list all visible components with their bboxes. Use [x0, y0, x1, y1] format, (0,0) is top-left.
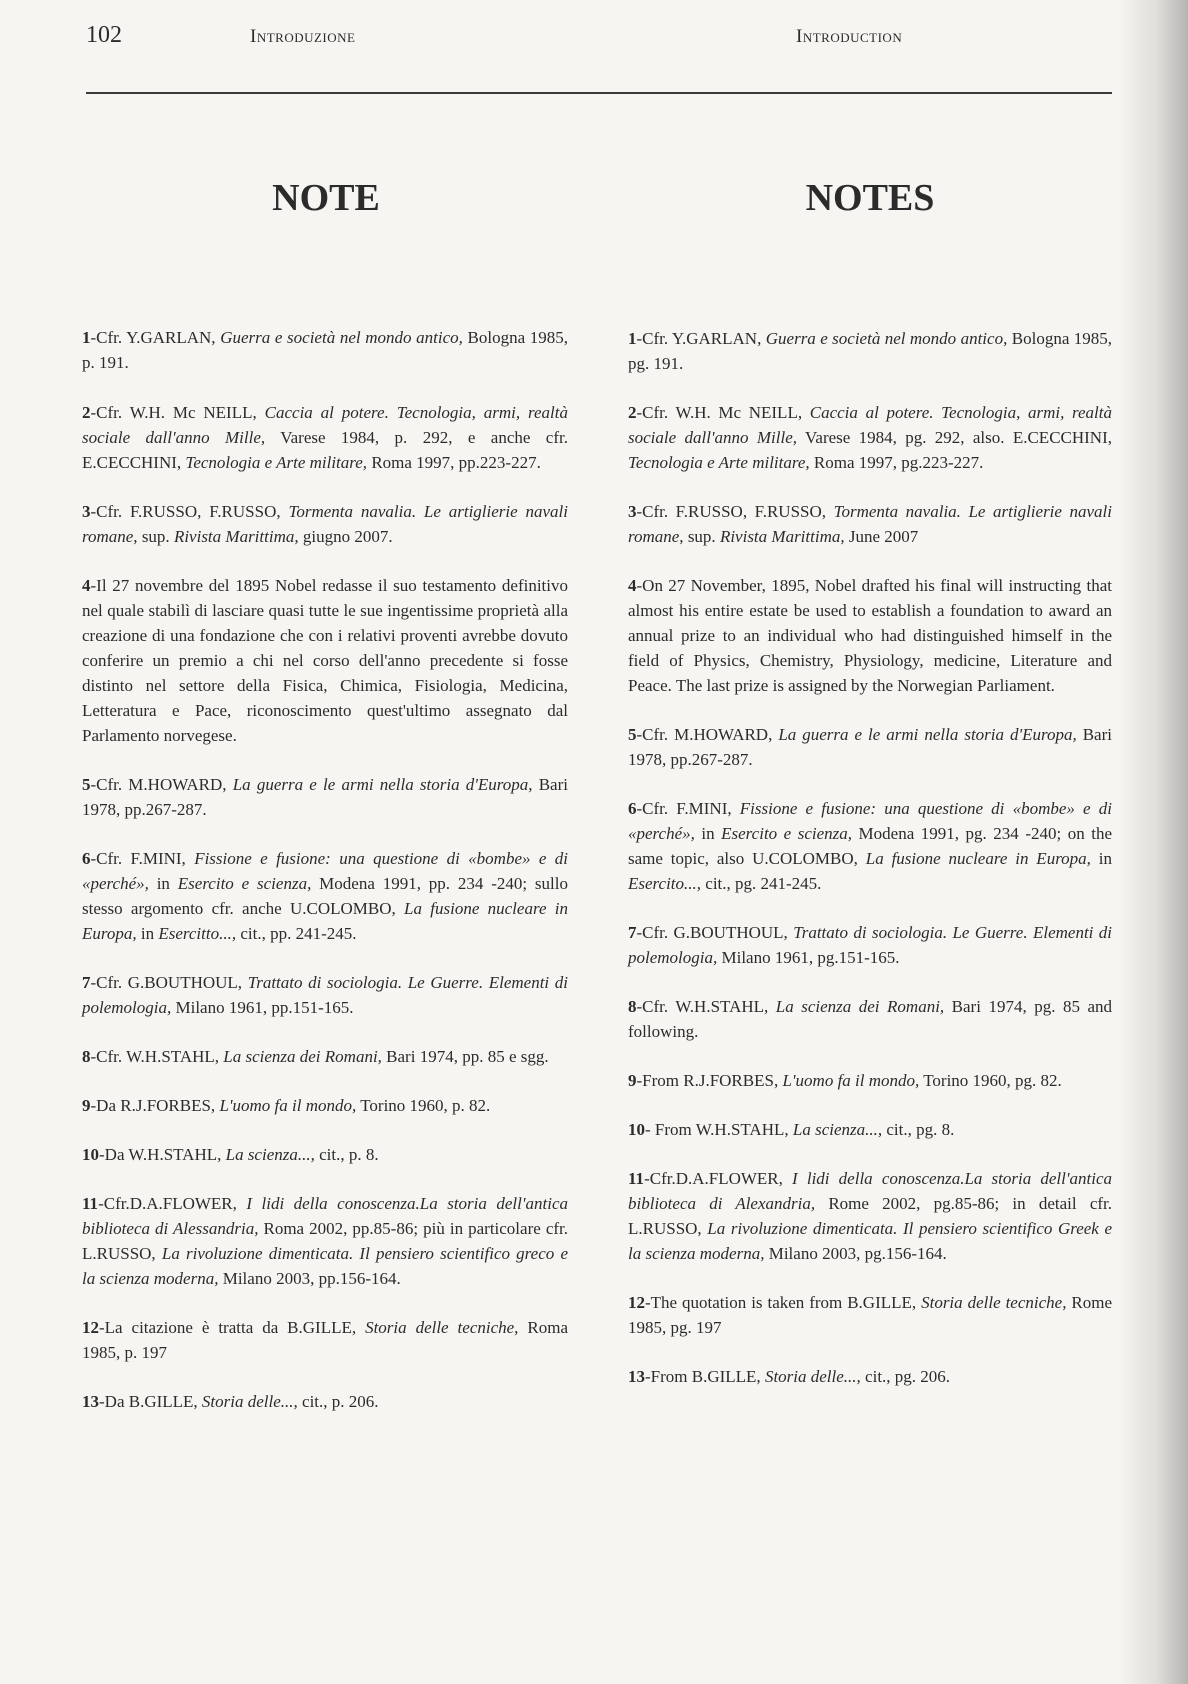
- footnote-8: [628, 994, 1112, 1044]
- footnote-number: 11: [628, 1169, 645, 1188]
- footnote-number: 3: [628, 502, 637, 521]
- running-title-left: Introduzione: [250, 26, 356, 47]
- footnote-number: 10: [628, 1120, 645, 1139]
- footnote-11: [628, 1166, 1112, 1266]
- footnote-number: 8: [628, 997, 637, 1016]
- footnote-number: 4: [628, 576, 637, 595]
- footnote-text: -Da R.J.FORBES, L'uomo fa il mondo, Torino 1960, p. 82.: [90, 1096, 491, 1115]
- footnote-1: [628, 326, 1112, 376]
- footnote-text: -The quotation is taken from B.GILLE, Storia delle tecniche, Rome 1985, pg. 197: [628, 1293, 1113, 1337]
- footnote-number: 9: [628, 1071, 637, 1090]
- footnote-number: 7: [82, 973, 91, 992]
- header-rule: [86, 92, 1112, 94]
- footnote-text: -Cfr. M.HOWARD, La guerra e le armi nella storia d'Europa, Bari 1978, pp.267-287.: [628, 725, 1112, 769]
- footnote-4: [628, 573, 1112, 698]
- footnote-5: [82, 772, 568, 822]
- footnote-text: -Cfr. Y.GARLAN, Guerra e società nel mondo antico, Bologna 1985, p. 191.: [82, 328, 569, 372]
- footnote-number: 7: [628, 923, 637, 942]
- section-title-left: NOTE: [272, 177, 380, 219]
- footnote-2: [82, 400, 568, 475]
- footnote-3: [82, 499, 568, 549]
- footnote-7: [628, 920, 1112, 970]
- footnote-text: -On 27 November, 1895, Nobel drafted his final will instructing that almost his entire estate be used to establish a foundation to award an annual prize to an individual who had distinguished himself in the field of Physics, Chemistry, Physiology, medicine, Literature and Peace. The last prize is assigned by the Norwegian Parliament.: [628, 576, 1112, 695]
- footnote-number: 9: [82, 1096, 91, 1115]
- footnote-number: 11: [82, 1194, 99, 1213]
- page-header: [0, 18, 1188, 58]
- footnote-text: -Cfr. Y.GARLAN, Guerra e società nel mondo antico, Bologna 1985, pg. 191.: [628, 329, 1113, 373]
- footnote-number: 1: [628, 329, 637, 348]
- footnote-4: [82, 573, 568, 748]
- footnote-text: -Il 27 novembre del 1895 Nobel redasse il suo testamento definitivo nel quale stabilì di lasciare quasi tutte le sue ingentissime proprietà alla creazione di una fondazione che con i relativi proventi avrebbe dovuto conferire un premio a chi nel corso dell'anno precedente si fosse distinto nel settore della Fisica, Chimica, Fisiologia, Medicina, Letteratura e Pace, riconoscimento quest'ultimo assegnato dal Parlamento norvegese.: [82, 576, 568, 745]
- footnote-9: [82, 1093, 568, 1118]
- footnote-number: 12: [628, 1293, 645, 1312]
- footnote-number: 5: [628, 725, 637, 744]
- footnote-9: [628, 1068, 1112, 1093]
- footnote-1: [82, 325, 568, 375]
- footnote-number: 12: [82, 1318, 99, 1337]
- footnote-text: -Cfr. W.H.STAHL, La scienza dei Romani, Bari 1974, pg. 85 and following.: [628, 997, 1112, 1041]
- footnote-text: -Da B.GILLE, Storia delle..., cit., p. 206.: [99, 1392, 379, 1411]
- footnote-text: -Cfr. G.BOUTHOUL, Trattato di sociologia. Le Guerre. Elementi di polemologia, Milano 1961, pp.151-165.: [82, 973, 568, 1017]
- footnote-3: [628, 499, 1112, 549]
- running-title-right: Introduction: [796, 26, 903, 47]
- footnote-8: [82, 1044, 568, 1069]
- footnote-10: [82, 1142, 568, 1167]
- footnote-text: -Cfr. W.H. Mc NEILL, Caccia al potere. Tecnologia, armi, realtà sociale dall'anno Mille, Varese 1984, p. 292, e anche cfr. E.CECCHINI, Tecnologia e Arte militare, Roma 1997, pp.223-227.: [82, 403, 569, 472]
- notes-column-english: [628, 326, 1112, 1389]
- footnote-text: -Cfr.D.A.FLOWER, I lidi della conoscenza.La storia dell'antica biblioteca di Alexandria, Rome 2002, pg.85-86; in detail cfr. L.RUSSO, La rivoluzione dimenticata. Il pensiero scientifico Greek e la scienza moderna, Milano 2003, pg.156-164.: [628, 1169, 1113, 1263]
- footnote-number: 6: [628, 799, 637, 818]
- footnote-11: [82, 1191, 568, 1291]
- footnote-number: 8: [82, 1047, 91, 1066]
- footnote-text: -Cfr. W.H. Mc NEILL, Caccia al potere. Tecnologia, armi, realtà sociale dall'anno Mille, Varese 1984, pg. 292, also. E.CECCHINI, Tecnologia e Arte militare, Roma 1997, pg.223-227.: [628, 403, 1113, 472]
- footnote-5: [628, 722, 1112, 772]
- footnote-text: -Cfr. F.RUSSO, F.RUSSO, Tormenta navalia. Le artiglierie navali romane, sup. Rivista Marittima, giugno 2007.: [82, 502, 568, 546]
- footnote-text: -Cfr. G.BOUTHOUL, Trattato di sociologia. Le Guerre. Elementi di polemologia, Milano 1961, pg.151-165.: [628, 923, 1112, 967]
- footnote-12: [628, 1290, 1112, 1340]
- footnote-number: 6: [82, 849, 91, 868]
- footnote-text: -Cfr. F.RUSSO, F.RUSSO, Tormenta navalia. Le artiglierie navali romane, sup. Rivista Marittima, June 2007: [628, 502, 1112, 546]
- footnote-text: -Cfr. W.H.STAHL, La scienza dei Romani, Bari 1974, pp. 85 e sgg.: [90, 1047, 549, 1066]
- section-title-right: NOTES: [805, 177, 935, 219]
- footnote-6: [628, 796, 1112, 896]
- footnote-number: 10: [82, 1145, 99, 1164]
- footnote-text: -Cfr. F.MINI, Fissione e fusione: una questione di «bombe» e di «perché», in Esercito e scienza, Modena 1991, pg. 234 -240; on the same topic, also U.COLOMBO, La fusione nucleare in Europa, in Esercito..., cit., pg. 241-245.: [628, 799, 1113, 893]
- footnote-13: [628, 1364, 1112, 1389]
- notes-column-italian: [82, 325, 568, 1414]
- footnote-number: 3: [82, 502, 91, 521]
- footnote-text: -From B.GILLE, Storia delle..., cit., pg. 206.: [645, 1367, 951, 1386]
- footnote-text: -Cfr.D.A.FLOWER, I lidi della conoscenza.La storia dell'antica biblioteca di Alessandria, Roma 2002, pp.85-86; più in particolare cfr. L.RUSSO, La rivoluzione dimenticata. Il pensiero scientifico greco e la scienza moderna, Milano 2003, pp.156-164.: [82, 1194, 569, 1288]
- footnote-number: 13: [628, 1367, 645, 1386]
- footnote-number: 2: [82, 403, 91, 422]
- footnote-number: 2: [628, 403, 637, 422]
- footnote-number: 4: [82, 576, 91, 595]
- footnote-7: [82, 970, 568, 1020]
- page-number: 102: [86, 22, 122, 48]
- footnote-text: - From W.H.STAHL, La scienza..., cit., pg. 8.: [645, 1120, 955, 1139]
- footnote-text: -La citazione è tratta da B.GILLE, Storia delle tecniche, Roma 1985, p. 197: [82, 1318, 568, 1362]
- footnote-number: 13: [82, 1392, 99, 1411]
- footnote-number: 5: [82, 775, 91, 794]
- footnote-text: -From R.J.FORBES, L'uomo fa il mondo, Torino 1960, pg. 82.: [636, 1071, 1062, 1090]
- footnote-13: [82, 1389, 568, 1414]
- footnote-2: [628, 400, 1112, 475]
- footnote-text: -Cfr. M.HOWARD, La guerra e le armi nella storia d'Europa, Bari 1978, pp.267-287.: [82, 775, 568, 819]
- footnote-10: [628, 1117, 1112, 1142]
- footnote-text: -Cfr. F.MINI, Fissione e fusione: una questione di «bombe» e di «perché», in Esercito e scienza, Modena 1991, pp. 234 -240; sullo stesso argomento cfr. anche U.COLOMBO, La fusione nucleare in Europa, in Esercitto..., cit., pp. 241-245.: [82, 849, 569, 943]
- page-edge-shadow: [1118, 0, 1188, 1684]
- footnote-number: 1: [82, 328, 91, 347]
- footnote-12: [82, 1315, 568, 1365]
- footnote-text: -Da W.H.STAHL, La scienza..., cit., p. 8.: [99, 1145, 379, 1164]
- footnote-6: [82, 846, 568, 946]
